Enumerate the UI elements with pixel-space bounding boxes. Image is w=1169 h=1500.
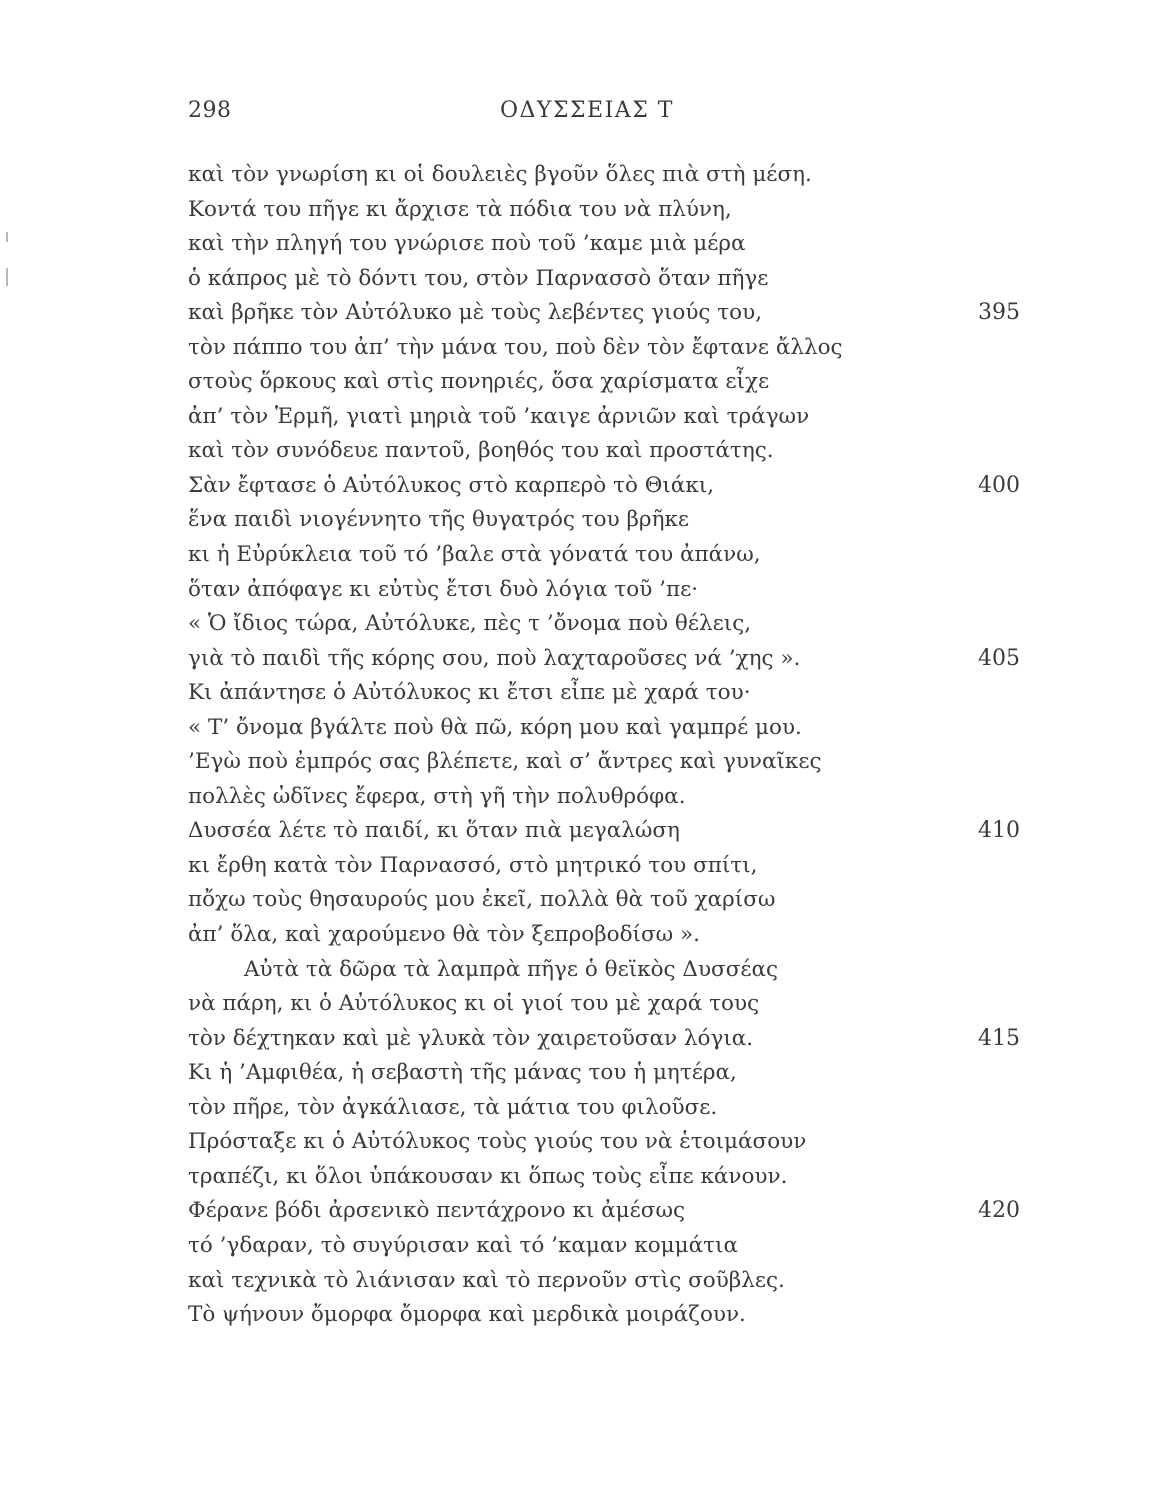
verse-text: τό ’γδαραν, τὸ συγύρισαν καὶ τό ’καμαν κομμάτια [188, 1232, 738, 1258]
verse-text: Κι ἡ ’Αμφιθέα, ἡ σεβαστὴ τῆς μάνας του ἡ μητέρα, [188, 1060, 737, 1086]
verse-text: στοὺς ὅρκους καὶ στὶς πονηριές, ὅσα χαρίσματα εἶχε [188, 369, 770, 395]
verse-line [188, 745, 1030, 780]
verse-line [188, 642, 1030, 677]
verse-line [188, 1056, 1030, 1091]
verse-text: τὸν πῆρε, τὸν ἀγκάλιασε, τὰ μάτια του φιλοῦσε. [188, 1094, 718, 1120]
verse-text: καὶ τὸν συνόδευε παντοῦ, βοηθός του καὶ προστάτης. [188, 438, 774, 464]
verse-text: πὄχω τοὺς θησαυρούς μου ἐκεῖ, πολλὰ θὰ τοῦ χαρίσω [188, 887, 776, 913]
verse-line [188, 1125, 1030, 1160]
verse-line [188, 1022, 1030, 1057]
verse-text: Τὸ ψήνουν ὄμορφα ὄμορφα καὶ μερδικὰ μοιράζουν. [188, 1302, 746, 1328]
running-head: ΟΔΥΣΣΕΙΑΣ Τ [500, 98, 674, 123]
verse-text: Κι ἀπάντησε ὁ Αὐτόλυκος κι ἔτσι εἶπε μὲ χαρά του· [188, 680, 751, 706]
verse-text: καὶ τεχνικὰ τὸ λιάνισαν καὶ τὸ περνοῦν στὶς σοῦβλες. [188, 1267, 785, 1293]
verse-line [188, 849, 1030, 884]
verse-text: ὅταν ἀπόφαγε κι εὐτὺς ἔτσι δυὸ λόγια τοῦ ’πε· [188, 576, 699, 602]
verse-line [188, 1160, 1030, 1195]
verse-line [188, 780, 1030, 815]
verse-line [188, 1229, 1030, 1264]
verse-line [188, 158, 1030, 193]
verse-text: Πρόσταξε κι ὁ Αὐτόλυκος τοὺς γιούς του νὰ ἑτοιμάσουν [188, 1129, 807, 1155]
verse-line [188, 573, 1030, 608]
verse-text: τραπέζι, κι ὅλοι ὑπάκουσαν κι ὅπως τοὺς εἶπε κάνουν. [188, 1163, 788, 1189]
verse-line [188, 953, 1030, 988]
verse-text: ἀπ’ τὸν Ἑρμῆ, γιατὶ μηριὰ τοῦ ’καιγε ἀρνιῶν καὶ τράγων [188, 403, 810, 429]
verse-line [188, 331, 1030, 366]
margin-mark [6, 232, 8, 242]
verse-line [188, 1298, 1030, 1333]
verse-text: γιὰ τὸ παιδὶ τῆς κόρης σου, ποὺ λαχταροῦσες νά ’χης ». [188, 645, 801, 671]
page-header [188, 98, 1030, 130]
verse-line [188, 1264, 1030, 1299]
line-number: 415 [978, 1025, 1020, 1051]
verse-text: κι ἡ Εὐρύκλεια τοῦ τό ’βαλε στὰ γόνατά του ἀπάνω, [188, 542, 761, 568]
line-number: 410 [978, 818, 1020, 844]
margin-mark [6, 268, 8, 286]
verse-text: καὶ βρῆκε τὸν Αὐτόλυκο μὲ τοὺς λεβέντες γιούς του, [188, 300, 763, 326]
verse-text: Κοντά του πῆγε κι ἄρχισε τὰ πόδια του νὰ πλύνη, [188, 196, 732, 222]
verse-text: καὶ τὸν γνωρίση κι οἱ δουλειὲς βγοῦν ὅλες πιὰ στὴ μέση. [188, 162, 812, 187]
page-number: 298 [188, 98, 232, 123]
verse-text: κι ἔρθη κατὰ τὸν Παρνασσό, στὸ μητρικό του σπίτι, [188, 852, 758, 878]
line-number: 420 [978, 1198, 1020, 1224]
verse-line [188, 193, 1030, 228]
verse-line [188, 1194, 1030, 1229]
verse-text: νὰ πάρη, κι ὁ Αὐτόλυκος κι οἱ γιοί του μὲ χαρά τους [188, 991, 760, 1017]
verse-text: « Ὁ ἴδιος τώρα, Αὐτόλυκε, πὲς τ ’ὄνομα ποὺ θέλεις, [188, 611, 752, 637]
verse-text: Φέρανε βόδι ἀρσενικὸ πεντάχρονο κι ἀμέσως [188, 1198, 686, 1224]
verse-line [188, 1091, 1030, 1126]
verse-text: Σὰν ἔφτασε ὁ Αὐτόλυκος στὸ καρπερὸ τὸ Θιάκι, [188, 472, 715, 498]
verse-line [188, 814, 1030, 849]
verse-text: Δυσσέα λέτε τὸ παιδί, κι ὅταν πιὰ μεγαλώση [188, 818, 680, 844]
verse-text: ἀπ’ ὅλα, καὶ χαρούμενο θὰ τὸν ξεπροβοδίσω ». [188, 922, 700, 948]
poem-text [188, 158, 1030, 1333]
line-number: 395 [978, 300, 1020, 326]
verse-text: τὸν πάππο του ἀπ’ τὴν μάνα του, ποὺ δὲν τὸν ἔφτανε ἄλλος [188, 334, 843, 360]
verse-line [188, 607, 1030, 642]
verse-text: καὶ τὴν πληγή του γνώρισε ποὺ τοῦ ’καμε μιὰ μέρα [188, 231, 746, 257]
verse-line [188, 503, 1030, 538]
verse-line [188, 676, 1030, 711]
verse-text: « Τ’ ὄνομα βγάλτε ποὺ θὰ πῶ, κόρη μου καὶ γαμπρέ μου. [188, 714, 802, 740]
verse-line [188, 883, 1030, 918]
verse-text: πολλὲς ὠδῖνες ἔφερα, στὴ γῆ τὴν πολυθρόφα. [188, 783, 686, 809]
verse-text: ὁ κάπρος μὲ τὸ δόντι του, στὸν Παρνασσὸ ὅταν πῆγε [188, 265, 769, 291]
verse-text: ἕνα παιδὶ νιογέννητο τῆς θυγατρός του βρῆκε [188, 507, 690, 533]
verse-line [188, 434, 1030, 469]
verse-text: τὸν δέχτηκαν καὶ μὲ γλυκὰ τὸν χαιρετοῦσαν λόγια. [188, 1025, 754, 1051]
verse-text: ’Εγὼ ποὺ ἐμπρός σας βλέπετε, καὶ σ’ ἄντρες καὶ γυναῖκες [188, 749, 822, 775]
verse-text: Αὐτὰ τὰ δῶρα τὰ λαμπρὰ πῆγε ὁ θεϊκὸς Δυσσέας [244, 956, 779, 982]
line-number: 405 [978, 645, 1020, 671]
verse-line [188, 296, 1030, 331]
verse-line [188, 987, 1030, 1022]
verse-line [188, 918, 1030, 953]
verse-line [188, 711, 1030, 746]
verse-line [188, 469, 1030, 504]
line-number: 400 [978, 472, 1020, 498]
verse-line [188, 262, 1030, 297]
verse-line [188, 227, 1030, 262]
verse-line [188, 538, 1030, 573]
verse-line [188, 365, 1030, 400]
verse-line [188, 400, 1030, 435]
